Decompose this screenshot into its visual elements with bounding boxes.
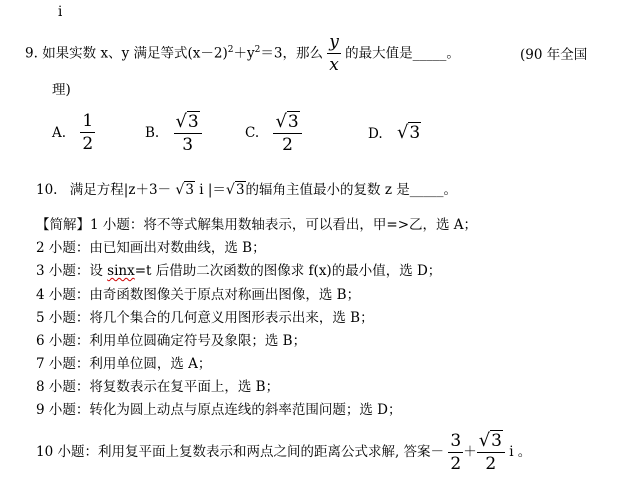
sinx-term: sinx [107, 263, 135, 279]
option-b-sqrt: √3 [175, 111, 199, 132]
q10-sqrt2: √3 [225, 182, 245, 198]
q9-fraction [327, 34, 341, 74]
answer-frac1-den: 2 [450, 453, 462, 474]
answer-frac2-den: 2 [485, 454, 497, 474]
q9-option-a [52, 113, 95, 153]
q10-text-mid: i |＝ [199, 182, 226, 198]
answer-tail: i 。 [509, 444, 532, 460]
q10-sqrt1-value: 3 [185, 182, 194, 198]
option-a-label: A. [52, 124, 67, 141]
q9-exp1: 2 [227, 45, 234, 55]
option-d-label: D. [368, 126, 383, 142]
solution-line-7: 7 小题：利用单位圆，选 A； [36, 356, 212, 372]
answer-plus: ＋ [463, 444, 477, 460]
q9-frac-num: y [329, 32, 339, 52]
solution-text-3-rest: =t 后借助二次函数的图像求 f(x)的最小值，选 D； [134, 263, 442, 279]
solution-line-1 [36, 213, 477, 233]
question-9 [25, 34, 460, 74]
option-b-label: B. [145, 125, 160, 141]
answer-frac2-num: 3 [491, 431, 502, 451]
option-c-fraction [273, 113, 301, 154]
option-c-den: 2 [282, 135, 293, 155]
option-a-den: 2 [82, 134, 94, 154]
option-a-num: 1 [82, 111, 94, 131]
q9-text-after-eq: ＝3，那么 [260, 45, 323, 62]
solution-line-9: 9 小题：转化为圆上动点与原点连线的斜率范围问题；选 D； [36, 402, 402, 418]
option-d-sqrt: √3 [396, 122, 421, 143]
option-b-fraction [174, 113, 202, 154]
q9-option-b [145, 113, 202, 154]
q9-source-cont: 理) [52, 82, 71, 98]
q10-sqrt1: √3 [175, 182, 194, 198]
solution-line-5: 5 小题：将几个集合的几何意义用图形表示出来，选 B； [36, 310, 374, 326]
question-10 [36, 178, 457, 198]
option-c-num: 3 [287, 112, 299, 132]
answer-sqrt: √3 [478, 430, 502, 451]
q9-text-before: 如果实数 x、y 满足等式(x－2) [42, 45, 228, 62]
q9-option-d [368, 122, 421, 143]
option-b-den: 3 [182, 135, 194, 155]
q9-number: 9. [25, 45, 38, 62]
option-b-num: 3 [187, 112, 199, 132]
option-d-value: 3 [409, 123, 421, 143]
q10-sqrt2-value: 3 [235, 182, 245, 198]
q9-frac-den: x [329, 55, 339, 75]
q10-text-after: 的辐角主值最小的复数 z 是_____。 [245, 182, 457, 198]
q9-source: (90 年全国 [520, 47, 588, 63]
answer-frac1-num: 3 [450, 430, 462, 451]
solution-line-2: 2 小题：由已知画出对数曲线，选 B； [36, 240, 266, 256]
solution-text-3: 3 小题：设 [36, 263, 108, 279]
q9-text-tail: 的最大值是_____。 [345, 45, 460, 62]
solution-line-6: 6 小题：利用单位圆确定符号及象限；选 B； [36, 333, 307, 349]
option-a-fraction [80, 113, 95, 153]
solution-line-3 [36, 259, 441, 279]
solution-line-10 [36, 432, 531, 473]
solution-line-8: 8 小题：将复数表示在复平面上，选 B； [36, 379, 280, 395]
q9-option-c [245, 113, 302, 154]
solutions-header: 【简解】 [36, 217, 90, 233]
option-c-sqrt: √3 [275, 111, 299, 132]
q9-exp2: 2 [254, 45, 261, 55]
option-c-label: C. [245, 125, 260, 141]
solution-text-10: 10 小题：利用复平面上复数表示和两点之间的距离公式求解, 答案－ [36, 444, 445, 460]
top-fragment: i [58, 4, 63, 20]
solution-line-4: 4 小题：由奇函数图像关于原点对称画出图像，选 B； [36, 287, 361, 303]
answer-fraction-1 [448, 430, 463, 474]
answer-fraction-2 [477, 432, 505, 473]
q9-text-mid: ＋y [233, 45, 255, 62]
solution-text-1: 1 小题：将不等式解集用数轴表示，可以看出，甲=>乙，选 A； [90, 217, 478, 233]
q10-text-before: 满足方程|z＋3－ [69, 182, 172, 198]
q10-number: 10. [36, 182, 58, 198]
